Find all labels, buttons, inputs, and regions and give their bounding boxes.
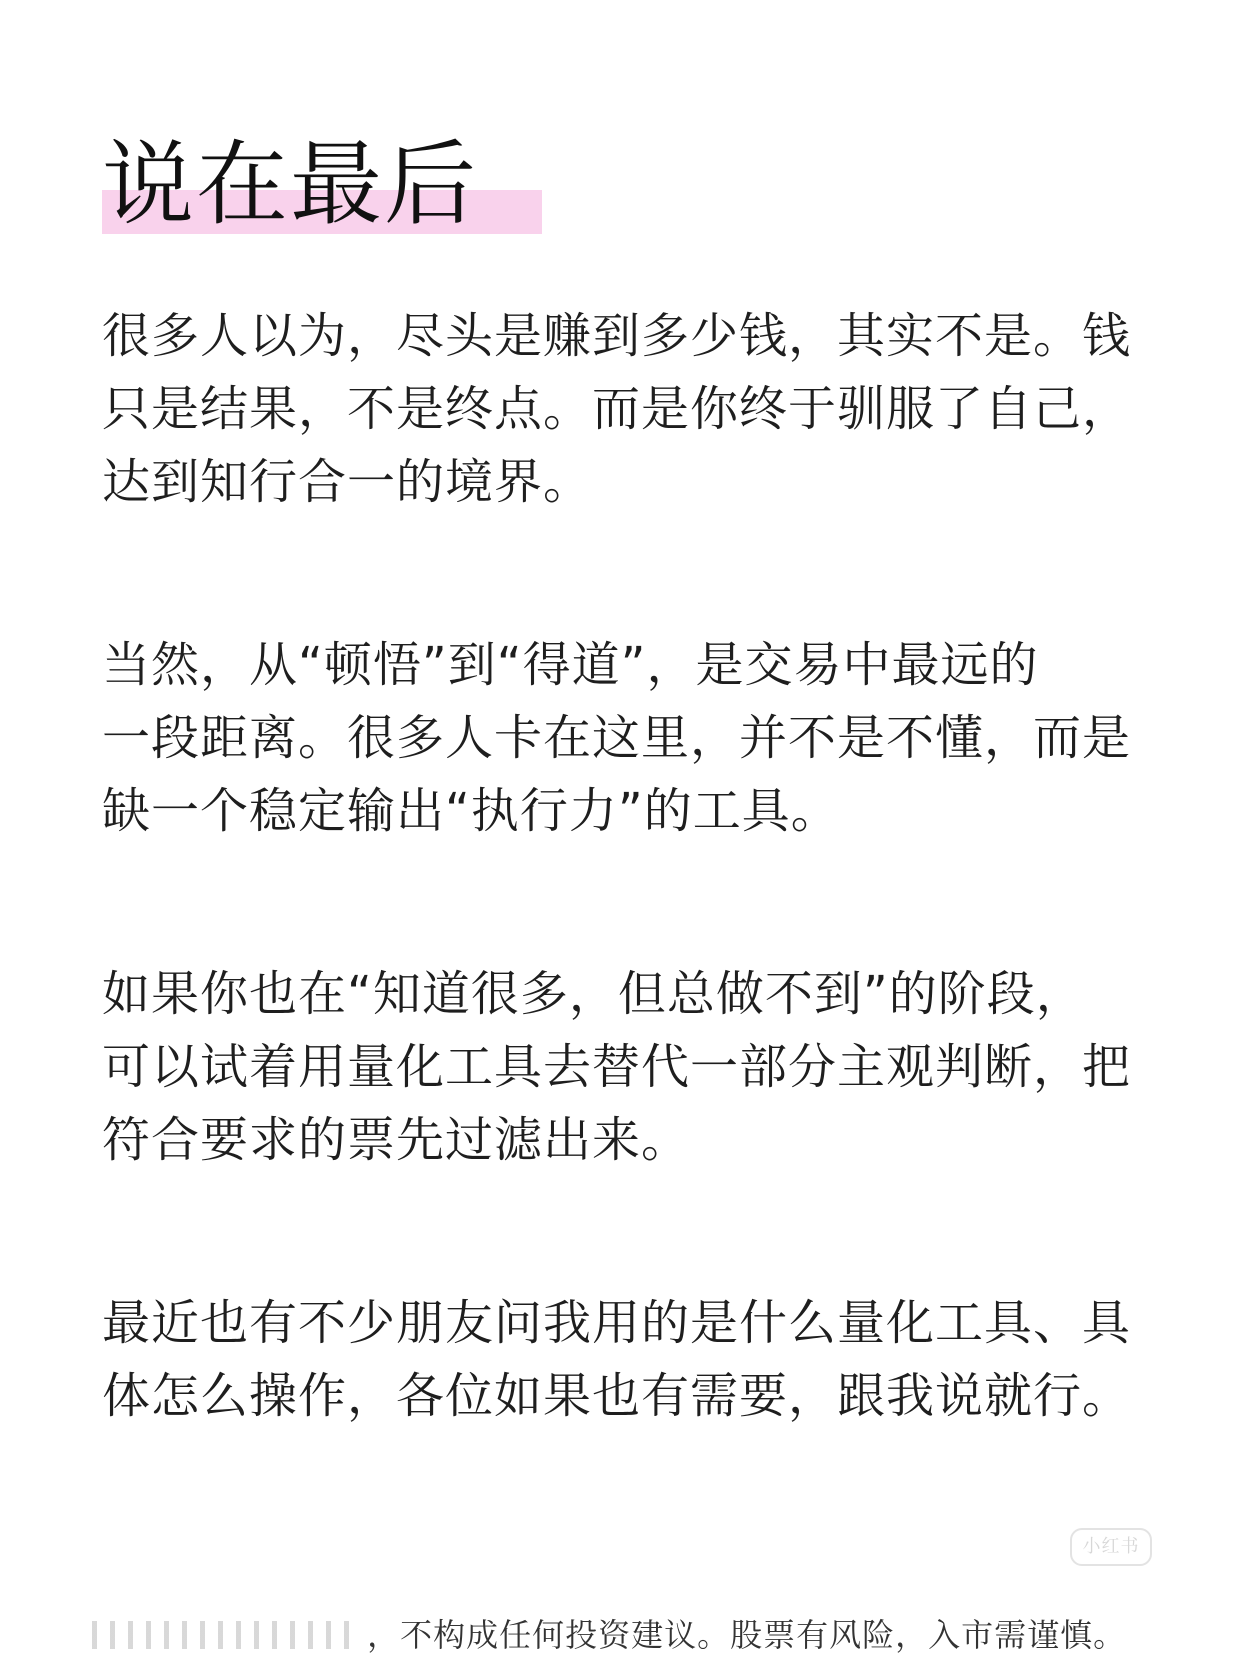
paragraph-2 <box>102 629 1162 848</box>
paragraph-line: 符合要求的票先过滤出来。 <box>102 1112 691 1168</box>
disclaimer-footer <box>92 1615 1212 1655</box>
paragraph-line: 只是结果，不是终点。而是你终于驯服了自己， <box>102 381 1132 437</box>
paragraph-line: 可以试着用量化工具去替代一部分主观判断，把 <box>102 1039 1132 1095</box>
obscured-text-marks <box>92 1621 362 1649</box>
paragraph-1 <box>102 300 1162 519</box>
xiaohongshu-watermark: 小红书 <box>1070 1528 1152 1566</box>
paragraph-line: 如果你也在“知道很多，但总做不到”的阶段， <box>102 966 1085 1022</box>
disclaimer-text: ，不构成任何投资建议。股票有风险，入市需谨慎。 <box>367 1616 1127 1654</box>
paragraph-line: 达到知行合一的境界。 <box>102 454 593 510</box>
paragraph-line: 缺一个稳定输出“执行力”的工具。 <box>102 783 840 839</box>
paragraph-line: 体怎么操作，各位如果也有需要，跟我说就行。 <box>102 1368 1132 1424</box>
paragraph-line: 很多人以为，尽头是赚到多少钱，其实不是。钱 <box>102 308 1132 364</box>
paragraph-3 <box>102 958 1162 1177</box>
paragraph-line: 一段距离。很多人卡在这里，并不是不懂，而是 <box>102 710 1132 766</box>
article-body <box>102 300 1162 1543</box>
title-block <box>102 130 478 240</box>
paragraph-4 <box>102 1287 1162 1433</box>
page-title: 说在最后 <box>102 131 479 238</box>
paragraph-line: 当然，从“顿悟”到“得道”，是交易中最远的 <box>102 637 1039 693</box>
paragraph-line: 最近也有不少朋友问我用的是什么量化工具、具 <box>102 1295 1132 1351</box>
